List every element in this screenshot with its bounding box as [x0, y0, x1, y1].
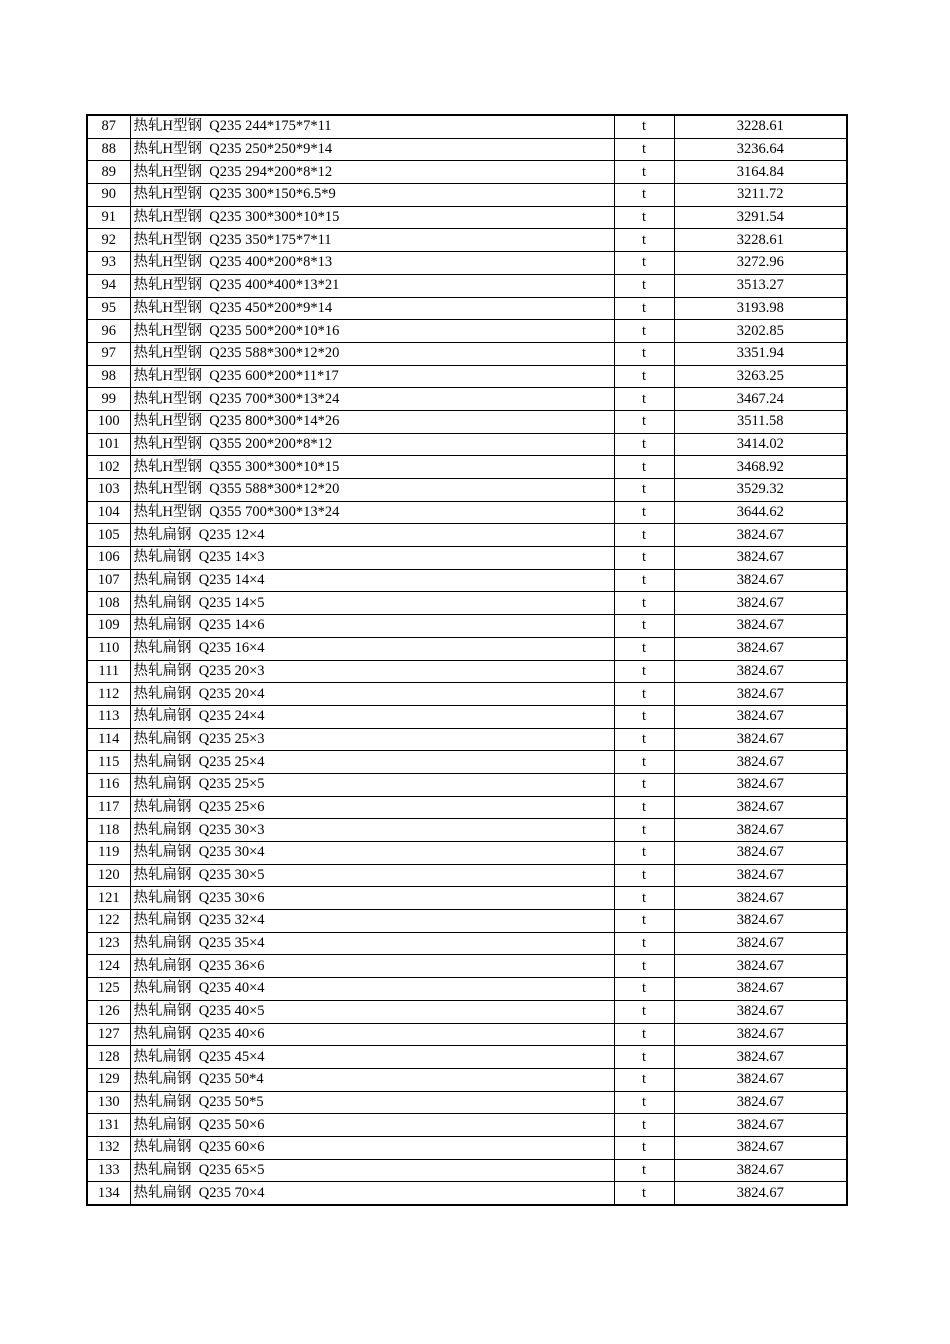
- price-cell: 3824.67: [674, 592, 847, 615]
- row-number: 122: [87, 910, 130, 933]
- row-number: 99: [87, 388, 130, 411]
- price-cell: 3236.64: [674, 138, 847, 161]
- unit-cell: t: [614, 728, 674, 751]
- item-name: 热轧扁钢 Q235 45×4: [130, 1046, 614, 1069]
- unit-cell: t: [614, 297, 674, 320]
- table-row: [87, 978, 847, 1001]
- row-number: 97: [87, 342, 130, 365]
- table-row: [87, 955, 847, 978]
- unit-cell: t: [614, 501, 674, 524]
- row-number: 127: [87, 1023, 130, 1046]
- table-row: [87, 683, 847, 706]
- row-number: 131: [87, 1114, 130, 1137]
- price-cell: 3529.32: [674, 479, 847, 502]
- item-name: 热轧H型钢 Q235 700*300*13*24: [130, 388, 614, 411]
- unit-cell: t: [614, 796, 674, 819]
- table-row: [87, 274, 847, 297]
- price-cell: 3824.67: [674, 705, 847, 728]
- price-cell: 3824.67: [674, 660, 847, 683]
- table-row: [87, 637, 847, 660]
- table-row: [87, 910, 847, 933]
- table-row: [87, 728, 847, 751]
- item-name: 热轧H型钢 Q235 294*200*8*12: [130, 161, 614, 184]
- price-cell: 3644.62: [674, 501, 847, 524]
- price-cell: 3467.24: [674, 388, 847, 411]
- price-cell: 3824.67: [674, 683, 847, 706]
- unit-cell: t: [614, 1000, 674, 1023]
- unit-cell: t: [614, 1182, 674, 1205]
- price-cell: 3414.02: [674, 433, 847, 456]
- price-cell: 3824.67: [674, 796, 847, 819]
- row-number: 118: [87, 819, 130, 842]
- unit-cell: t: [614, 569, 674, 592]
- row-number: 134: [87, 1182, 130, 1205]
- unit-cell: t: [614, 547, 674, 570]
- table-row: [87, 1114, 847, 1137]
- unit-cell: t: [614, 252, 674, 275]
- item-name: 热轧H型钢 Q235 800*300*14*26: [130, 410, 614, 433]
- price-cell: 3824.67: [674, 1046, 847, 1069]
- item-name: 热轧扁钢 Q235 30×4: [130, 842, 614, 865]
- item-name: 热轧扁钢 Q235 25×5: [130, 773, 614, 796]
- unit-cell: t: [614, 910, 674, 933]
- row-number: 120: [87, 864, 130, 887]
- table-row: [87, 660, 847, 683]
- row-number: 102: [87, 456, 130, 479]
- unit-cell: t: [614, 1068, 674, 1091]
- table-row: [87, 705, 847, 728]
- price-cell: 3164.84: [674, 161, 847, 184]
- row-number: 129: [87, 1068, 130, 1091]
- unit-cell: t: [614, 206, 674, 229]
- item-name: 热轧H型钢 Q355 300*300*10*15: [130, 456, 614, 479]
- table-row: [87, 592, 847, 615]
- item-name: 热轧扁钢 Q235 36×6: [130, 955, 614, 978]
- row-number: 128: [87, 1046, 130, 1069]
- price-cell: 3228.61: [674, 229, 847, 252]
- price-cell: 3824.67: [674, 773, 847, 796]
- row-number: 103: [87, 479, 130, 502]
- price-cell: 3824.67: [674, 932, 847, 955]
- price-cell: 3824.67: [674, 1091, 847, 1114]
- item-name: 热轧H型钢 Q235 500*200*10*16: [130, 320, 614, 343]
- price-table-sheet: [86, 114, 848, 1206]
- item-name: 热轧扁钢 Q235 40×6: [130, 1023, 614, 1046]
- item-name: 热轧扁钢 Q235 60×6: [130, 1136, 614, 1159]
- row-number: 108: [87, 592, 130, 615]
- row-number: 89: [87, 161, 130, 184]
- table-row: [87, 773, 847, 796]
- price-cell: 3824.67: [674, 910, 847, 933]
- row-number: 98: [87, 365, 130, 388]
- price-cell: 3202.85: [674, 320, 847, 343]
- row-number: 91: [87, 206, 130, 229]
- table-row: [87, 842, 847, 865]
- table-row: [87, 887, 847, 910]
- table-row: [87, 388, 847, 411]
- price-cell: 3291.54: [674, 206, 847, 229]
- item-name: 热轧扁钢 Q235 14×4: [130, 569, 614, 592]
- price-cell: 3824.67: [674, 1159, 847, 1182]
- item-name: 热轧H型钢 Q235 250*250*9*14: [130, 138, 614, 161]
- row-number: 96: [87, 320, 130, 343]
- price-cell: 3824.67: [674, 887, 847, 910]
- table-body: [87, 115, 847, 1205]
- item-name: 热轧H型钢 Q235 400*200*8*13: [130, 252, 614, 275]
- item-name: 热轧H型钢 Q235 588*300*12*20: [130, 342, 614, 365]
- row-number: 88: [87, 138, 130, 161]
- row-number: 126: [87, 1000, 130, 1023]
- price-cell: 3824.67: [674, 1182, 847, 1205]
- item-name: 热轧扁钢 Q235 14×3: [130, 547, 614, 570]
- unit-cell: t: [614, 955, 674, 978]
- item-name: 热轧H型钢 Q355 200*200*8*12: [130, 433, 614, 456]
- price-cell: 3824.67: [674, 864, 847, 887]
- unit-cell: t: [614, 1114, 674, 1137]
- table-row: [87, 501, 847, 524]
- table-row: [87, 1136, 847, 1159]
- item-name: 热轧扁钢 Q235 14×5: [130, 592, 614, 615]
- row-number: 124: [87, 955, 130, 978]
- price-cell: 3824.67: [674, 728, 847, 751]
- unit-cell: t: [614, 592, 674, 615]
- table-row: [87, 206, 847, 229]
- row-number: 93: [87, 252, 130, 275]
- unit-cell: t: [614, 637, 674, 660]
- item-name: 热轧扁钢 Q235 30×6: [130, 887, 614, 910]
- price-cell: 3824.67: [674, 637, 847, 660]
- price-cell: 3272.96: [674, 252, 847, 275]
- row-number: 116: [87, 773, 130, 796]
- unit-cell: t: [614, 138, 674, 161]
- price-cell: 3824.67: [674, 1136, 847, 1159]
- row-number: 109: [87, 615, 130, 638]
- item-name: 热轧扁钢 Q235 40×5: [130, 1000, 614, 1023]
- item-name: 热轧H型钢 Q235 300*150*6.5*9: [130, 184, 614, 207]
- item-name: 热轧扁钢 Q235 40×4: [130, 978, 614, 1001]
- unit-cell: t: [614, 274, 674, 297]
- row-number: 100: [87, 410, 130, 433]
- table-row: [87, 252, 847, 275]
- table-row: [87, 342, 847, 365]
- price-cell: 3513.27: [674, 274, 847, 297]
- row-number: 119: [87, 842, 130, 865]
- unit-cell: t: [614, 342, 674, 365]
- price-cell: 3351.94: [674, 342, 847, 365]
- price-cell: 3824.67: [674, 547, 847, 570]
- row-number: 90: [87, 184, 130, 207]
- item-name: 热轧扁钢 Q235 30×3: [130, 819, 614, 842]
- table-row: [87, 365, 847, 388]
- item-name: 热轧扁钢 Q235 25×4: [130, 751, 614, 774]
- price-cell: 3824.67: [674, 955, 847, 978]
- price-cell: 3228.61: [674, 115, 847, 138]
- unit-cell: t: [614, 1136, 674, 1159]
- unit-cell: t: [614, 660, 674, 683]
- unit-cell: t: [614, 229, 674, 252]
- table-row: [87, 410, 847, 433]
- item-name: 热轧扁钢 Q235 24×4: [130, 705, 614, 728]
- price-cell: 3824.67: [674, 569, 847, 592]
- price-cell: 3468.92: [674, 456, 847, 479]
- unit-cell: t: [614, 773, 674, 796]
- price-cell: 3193.98: [674, 297, 847, 320]
- table-row: [87, 1046, 847, 1069]
- table-row: [87, 524, 847, 547]
- unit-cell: t: [614, 433, 674, 456]
- table-row: [87, 864, 847, 887]
- price-cell: 3824.67: [674, 1114, 847, 1137]
- table-row: [87, 184, 847, 207]
- unit-cell: t: [614, 842, 674, 865]
- table-row: [87, 1159, 847, 1182]
- row-number: 112: [87, 683, 130, 706]
- item-name: 热轧H型钢 Q235 450*200*9*14: [130, 297, 614, 320]
- row-number: 110: [87, 637, 130, 660]
- row-number: 123: [87, 932, 130, 955]
- row-number: 95: [87, 297, 130, 320]
- unit-cell: t: [614, 524, 674, 547]
- item-name: 热轧扁钢 Q235 20×3: [130, 660, 614, 683]
- item-name: 热轧扁钢 Q235 12×4: [130, 524, 614, 547]
- item-name: 热轧扁钢 Q235 50×6: [130, 1114, 614, 1137]
- item-name: 热轧扁钢 Q235 14×6: [130, 615, 614, 638]
- unit-cell: t: [614, 932, 674, 955]
- price-cell: 3824.67: [674, 819, 847, 842]
- row-number: 117: [87, 796, 130, 819]
- table-row: [87, 1068, 847, 1091]
- row-number: 101: [87, 433, 130, 456]
- table-row: [87, 1023, 847, 1046]
- unit-cell: t: [614, 115, 674, 138]
- item-name: 热轧扁钢 Q235 32×4: [130, 910, 614, 933]
- item-name: 热轧扁钢 Q235 35×4: [130, 932, 614, 955]
- item-name: 热轧扁钢 Q235 70×4: [130, 1182, 614, 1205]
- table-row: [87, 1091, 847, 1114]
- item-name: 热轧H型钢 Q355 700*300*13*24: [130, 501, 614, 524]
- table-row: [87, 751, 847, 774]
- unit-cell: t: [614, 479, 674, 502]
- row-number: 104: [87, 501, 130, 524]
- price-cell: 3824.67: [674, 1000, 847, 1023]
- row-number: 87: [87, 115, 130, 138]
- unit-cell: t: [614, 184, 674, 207]
- table-row: [87, 479, 847, 502]
- row-number: 115: [87, 751, 130, 774]
- price-cell: 3263.25: [674, 365, 847, 388]
- unit-cell: t: [614, 864, 674, 887]
- unit-cell: t: [614, 1023, 674, 1046]
- row-number: 107: [87, 569, 130, 592]
- table-row: [87, 932, 847, 955]
- item-name: 热轧扁钢 Q235 50*4: [130, 1068, 614, 1091]
- item-name: 热轧扁钢 Q235 25×6: [130, 796, 614, 819]
- item-name: 热轧H型钢 Q235 244*175*7*11: [130, 115, 614, 138]
- unit-cell: t: [614, 819, 674, 842]
- row-number: 105: [87, 524, 130, 547]
- unit-cell: t: [614, 1159, 674, 1182]
- price-cell: 3511.58: [674, 410, 847, 433]
- table-row: [87, 138, 847, 161]
- unit-cell: t: [614, 683, 674, 706]
- row-number: 114: [87, 728, 130, 751]
- row-number: 132: [87, 1136, 130, 1159]
- table-row: [87, 115, 847, 138]
- table-row: [87, 320, 847, 343]
- unit-cell: t: [614, 1046, 674, 1069]
- unit-cell: t: [614, 887, 674, 910]
- row-number: 111: [87, 660, 130, 683]
- table-row: [87, 297, 847, 320]
- price-cell: 3824.67: [674, 615, 847, 638]
- unit-cell: t: [614, 978, 674, 1001]
- item-name: 热轧H型钢 Q235 350*175*7*11: [130, 229, 614, 252]
- item-name: 热轧H型钢 Q235 300*300*10*15: [130, 206, 614, 229]
- unit-cell: t: [614, 1091, 674, 1114]
- item-name: 热轧扁钢 Q235 50*5: [130, 1091, 614, 1114]
- item-name: 热轧H型钢 Q235 400*400*13*21: [130, 274, 614, 297]
- price-cell: 3824.67: [674, 1023, 847, 1046]
- price-cell: 3824.67: [674, 978, 847, 1001]
- price-cell: 3824.67: [674, 751, 847, 774]
- table-row: [87, 456, 847, 479]
- price-cell: 3824.67: [674, 842, 847, 865]
- unit-cell: t: [614, 161, 674, 184]
- unit-cell: t: [614, 456, 674, 479]
- price-table: [86, 114, 848, 1206]
- row-number: 94: [87, 274, 130, 297]
- table-row: [87, 547, 847, 570]
- unit-cell: t: [614, 751, 674, 774]
- row-number: 121: [87, 887, 130, 910]
- unit-cell: t: [614, 615, 674, 638]
- table-row: [87, 229, 847, 252]
- table-row: [87, 1000, 847, 1023]
- row-number: 125: [87, 978, 130, 1001]
- price-cell: 3824.67: [674, 1068, 847, 1091]
- unit-cell: t: [614, 365, 674, 388]
- unit-cell: t: [614, 388, 674, 411]
- unit-cell: t: [614, 410, 674, 433]
- table-row: [87, 615, 847, 638]
- table-row: [87, 1182, 847, 1205]
- item-name: 热轧H型钢 Q355 588*300*12*20: [130, 479, 614, 502]
- item-name: 热轧扁钢 Q235 20×4: [130, 683, 614, 706]
- table-row: [87, 161, 847, 184]
- unit-cell: t: [614, 705, 674, 728]
- row-number: 106: [87, 547, 130, 570]
- price-cell: 3211.72: [674, 184, 847, 207]
- table-row: [87, 796, 847, 819]
- item-name: 热轧扁钢 Q235 65×5: [130, 1159, 614, 1182]
- table-row: [87, 433, 847, 456]
- item-name: 热轧H型钢 Q235 600*200*11*17: [130, 365, 614, 388]
- item-name: 热轧扁钢 Q235 25×3: [130, 728, 614, 751]
- unit-cell: t: [614, 320, 674, 343]
- row-number: 113: [87, 705, 130, 728]
- row-number: 133: [87, 1159, 130, 1182]
- item-name: 热轧扁钢 Q235 16×4: [130, 637, 614, 660]
- price-cell: 3824.67: [674, 524, 847, 547]
- item-name: 热轧扁钢 Q235 30×5: [130, 864, 614, 887]
- row-number: 92: [87, 229, 130, 252]
- table-row: [87, 819, 847, 842]
- table-row: [87, 569, 847, 592]
- row-number: 130: [87, 1091, 130, 1114]
